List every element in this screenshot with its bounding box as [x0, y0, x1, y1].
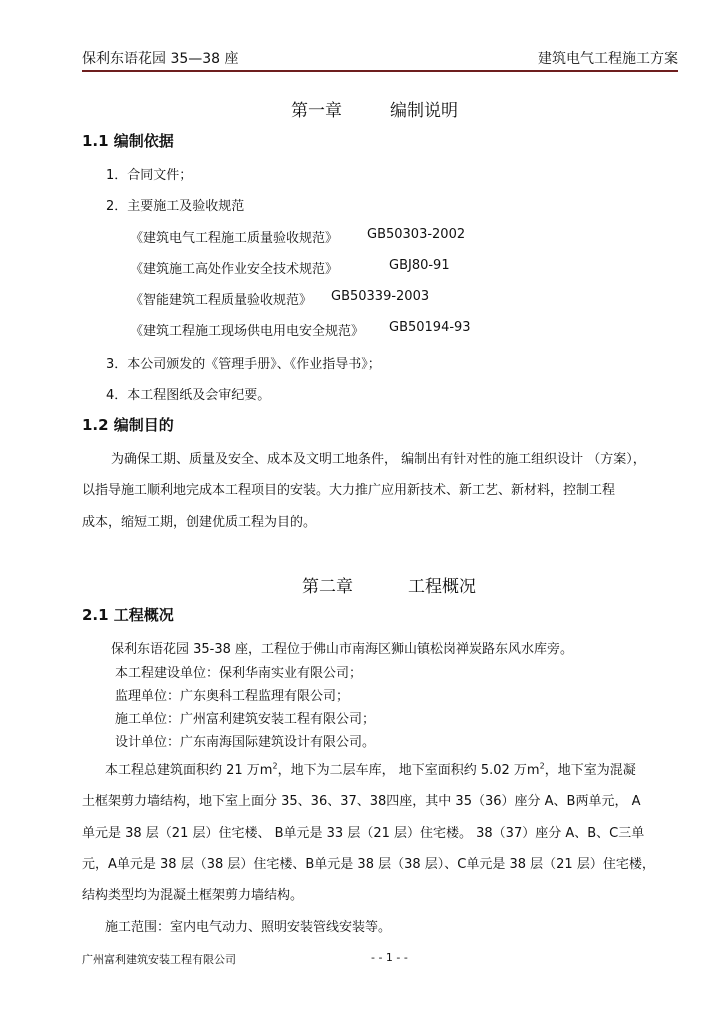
- overview-line: 结构类型均为混凝土框架剪力墙结构。: [82, 888, 304, 903]
- purpose-line-2: 以指导施工顺利地完成本工程项目的安装。大力推广应用新技术、新工艺、新材料，控制工程: [82, 483, 616, 498]
- overview-line: 土框架剪力墙结构，地下室上面分 35、36、37、38四座，其中 35（36）座分 A、B两单元， A: [82, 794, 641, 809]
- basis-item-3: 3．本公司颁发的《管理手册》、《作业指导书》；: [106, 357, 381, 372]
- standard-code: GB50303-2002: [367, 227, 466, 242]
- standard-name: 《建筑工程施工现场供电用电安全规范》: [130, 324, 365, 339]
- overview-line: 元，A单元是 38 层（38 层）住宅楼、B单元是 38 层（38 层）、C单元是 38 层（21 层）住宅楼，: [82, 857, 655, 872]
- purpose-line-1: 为确保工期、质量及安全、成本及文明工地条件， 编制出有针对性的施工组织设计 （方案），: [111, 452, 646, 467]
- overview-intro: 保利东语花园 35-38 座，工程位于佛山市南海区狮山镇松岗禅炭路东风水库旁。: [111, 642, 574, 657]
- footer-company: 广州富利建筑安装工程有限公司: [82, 953, 236, 966]
- owner-unit: 本工程建设单位：保利华南实业有限公司；: [115, 666, 363, 681]
- basis-item-4: 4．本工程图纸及会审纪要。: [106, 388, 271, 403]
- standard-name: 《建筑施工高处作业安全技术规范》: [130, 262, 339, 277]
- designer-unit: 设计单位：广东南海国际建筑设计有限公司。: [115, 735, 376, 750]
- chapter1-title: 编制说明: [390, 101, 458, 121]
- chapter1-label: 第一章: [291, 101, 342, 121]
- basis-item-2: 2．主要施工及验收规范: [106, 199, 245, 214]
- section-2-1-heading: 2.1 工程概况: [82, 606, 174, 624]
- header-rule: [82, 70, 678, 72]
- area-line: [105, 759, 636, 778]
- chapter2-title: 工程概况: [408, 577, 476, 597]
- standard-name: 《建筑电气工程施工质量验收规范》: [130, 231, 339, 246]
- area-text-part: ，地下为二层车库， 地下室面积约 5.02 万m: [277, 763, 540, 778]
- basis-item-1: 1．合同文件；: [106, 168, 193, 183]
- header-left: 保利东语花园 35—38 座: [82, 51, 239, 67]
- chapter2-label: 第二章: [302, 577, 353, 597]
- supervisor-unit: 监理单位：广东奥科工程监理有限公司；: [115, 689, 350, 704]
- area-text-part: 本工程总建筑面积约 21 万m: [105, 763, 273, 778]
- page-number: - - 1 - -: [371, 951, 408, 964]
- standard-code: GBJ80-91: [389, 258, 450, 273]
- contractor-unit: 施工单位：广州富利建筑安装工程有限公司；: [115, 712, 376, 727]
- superscript: 2: [272, 761, 278, 771]
- section-1-2-heading: 1.2 编制目的: [82, 416, 174, 434]
- section-1-1-heading: 1.1 编制依据: [82, 132, 174, 150]
- standard-name: 《智能建筑工程质量验收规范》: [130, 293, 313, 308]
- standard-code: GB50339-2003: [331, 289, 430, 304]
- header-right: 建筑电气工程施工方案: [538, 51, 678, 67]
- overview-line: 单元是 38 层（21 层）住宅楼、 B单元是 33 层（21 层）住宅楼。 38（37）座分 A、B、C三单: [82, 826, 645, 841]
- purpose-line-3: 成本，缩短工期，创建优质工程为目的。: [82, 515, 317, 530]
- construction-scope: 施工范围：室内电气动力、照明安装管线安装等。: [105, 920, 392, 935]
- area-text-part: ，地下室为混凝: [544, 763, 636, 778]
- superscript: 2: [539, 761, 545, 771]
- standard-code: GB50194-93: [389, 320, 471, 335]
